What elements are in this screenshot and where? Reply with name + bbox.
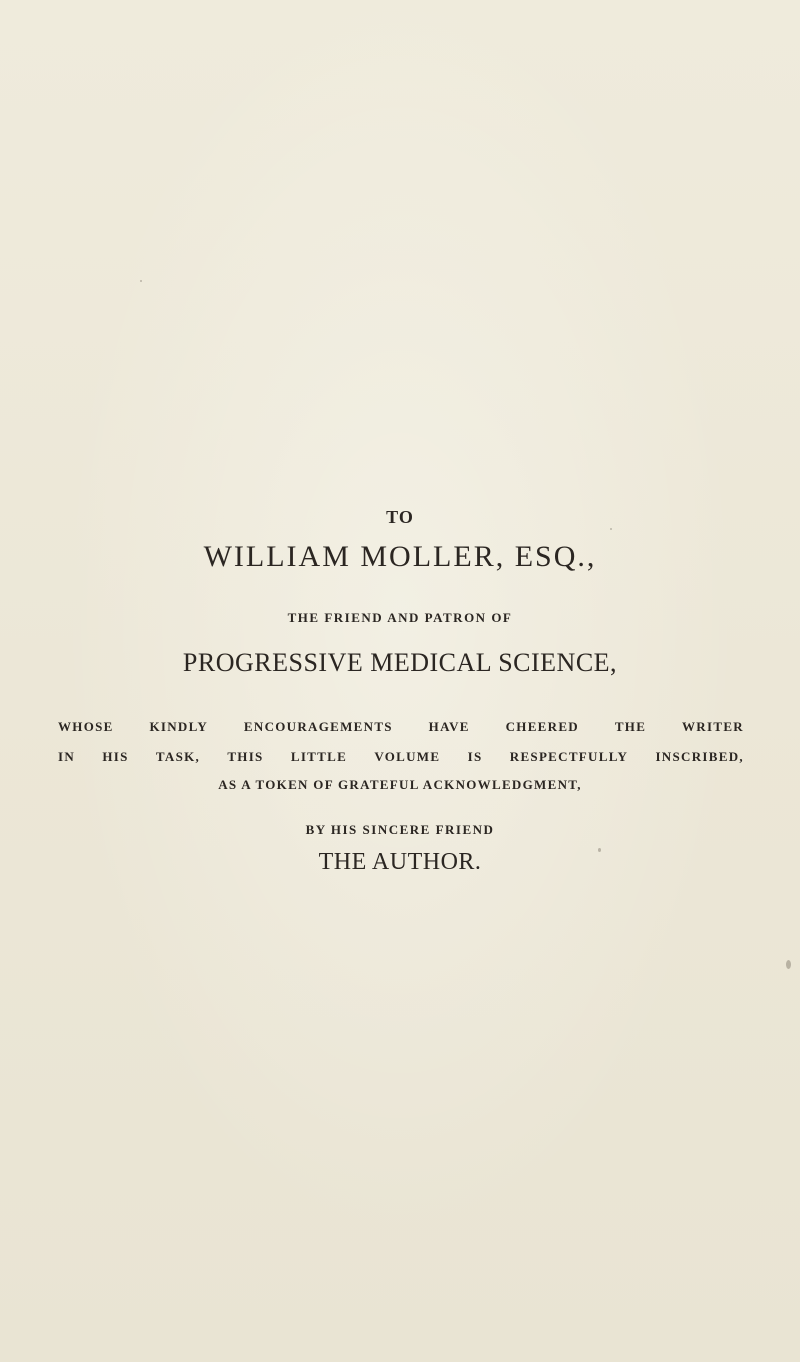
word: WRITER (682, 719, 744, 734)
paper-speck (140, 280, 142, 282)
word: KINDLY (149, 719, 209, 734)
paper-speck (786, 960, 791, 969)
author-signature: THE AUTHOR. (318, 849, 482, 875)
word: CHEERED (505, 719, 579, 734)
by-line: BY HIS SINCERE FRIEND (305, 822, 495, 837)
word: VOLUME (374, 749, 441, 764)
word: RESPECTFULLY (509, 749, 629, 764)
paper-speck (598, 848, 601, 852)
word: THE (614, 719, 647, 734)
word: TASK, (155, 749, 201, 764)
word: THIS (227, 749, 264, 764)
paper-speck (610, 528, 612, 530)
dedication-body-line-1 (58, 719, 744, 735)
medical-science-line: PROGRESSIVE MEDICAL SCIENCE, (182, 648, 618, 677)
word: INSCRIBED, (655, 749, 744, 764)
word: IS (467, 749, 483, 764)
word: WHOSE (58, 719, 114, 734)
word: HIS (102, 749, 129, 764)
word: IN (58, 749, 76, 764)
word: LITTLE (290, 749, 348, 764)
dedication-to: TO (386, 507, 414, 527)
word: ENCOURAGEMENTS (243, 719, 393, 734)
word: HAVE (428, 719, 470, 734)
friend-patron-line: THE FRIEND AND PATRON OF (287, 610, 513, 625)
dedication-body-line-2 (58, 749, 744, 765)
dedicatee-name: WILLIAM MOLLER, ESQ., (203, 540, 597, 573)
dedication-body-line-3: AS A TOKEN OF GRATEFUL ACKNOWLEDGMENT, (218, 777, 582, 792)
